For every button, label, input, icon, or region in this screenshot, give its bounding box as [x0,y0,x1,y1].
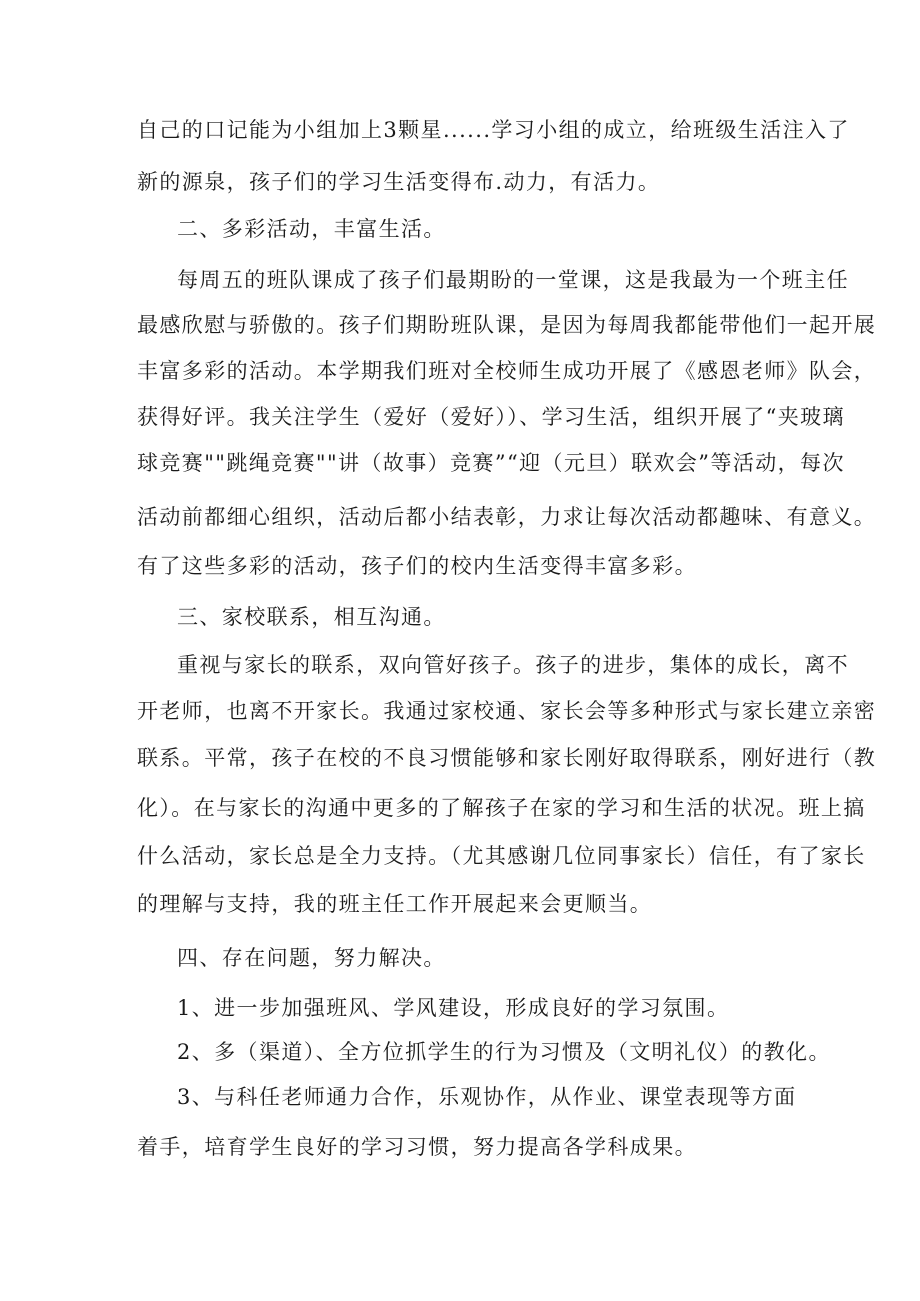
paragraph-line: 化）。在与家长的沟通中更多的了解孩子在家的学习和生活的状况。班上搞 [137,796,866,820]
paragraph-line: 活动前都细心组织，活动后都小结表彰，力求让每次活动都趣味、有意义。 [137,505,877,529]
paragraph-line: 重视与家长的联系，双向管好孩子。孩子的进步，集体的成长，离不 [177,653,849,677]
list-item: 1、进一步加强班风、学风建设，形成良好的学习氛围。 [177,996,730,1020]
paragraph-line: 联系。平常，孩子在校的不良习惯能够和家长刚好取得联系，刚好进行（教 [137,746,877,770]
paragraph-line: 的理解与支持，我的班主任工作开展起来会更顺当。 [137,892,653,916]
paragraph-line: 丰富多彩的活动。本学期我们班对全校师生成功开展了《感恩老师》队会， [137,359,877,383]
paragraph-line: 有了这些多彩的活动，孩子们的校内生活变得丰富多彩。 [137,554,697,578]
paragraph-line: 自己的口记能为小组加上3颗星......学习小组的成立，给班级生活注入了 [137,118,850,142]
paragraph-line: 获得好评。我关注学生（爱好（爱好））、学习生活，组织开展了“夹玻璃 [137,405,845,429]
list-item: 3、与科任老师通力合作，乐观协作，从作业、课堂表现等方面 [177,1085,797,1109]
paragraph-line: 什么活动，家长总是全力支持。（尤其感谢几位同事家长）信任，有了家长 [137,844,866,868]
section-heading: 四、存在问题，努力解决。 [177,946,446,970]
section-heading: 二、多彩活动，丰富生活。 [177,217,446,241]
paragraph-line: 最感欣慰与骄傲的。孩子们期盼班队课，是因为每周我都能带他们一起开展 [137,313,877,337]
paragraph-line: 每周五的班队课成了孩子们最期盼的一堂课，这是我最为一个班主任 [177,268,849,292]
paragraph-line: 着手，培育学生良好的学习习惯，努力提高各学科成果。 [137,1135,697,1159]
list-item: 2、多（渠道）、全方位抓学生的行为习惯及（文明礼仪）的教化。 [177,1040,831,1064]
paragraph-line: 开老师，也离不开家长。我通过家校通、家长会等多种形式与家长建立亲密 [137,699,877,723]
section-heading: 三、家校联系，相互沟通。 [177,605,446,629]
paragraph-line: 新的源泉，孩子们的学习生活变得布.动力，有活力。 [137,170,661,194]
paragraph-line: 球竞赛""跳绳竞赛""讲（故事）竞赛”“迎（元旦）联欢会”等活动，每次 [137,451,845,475]
